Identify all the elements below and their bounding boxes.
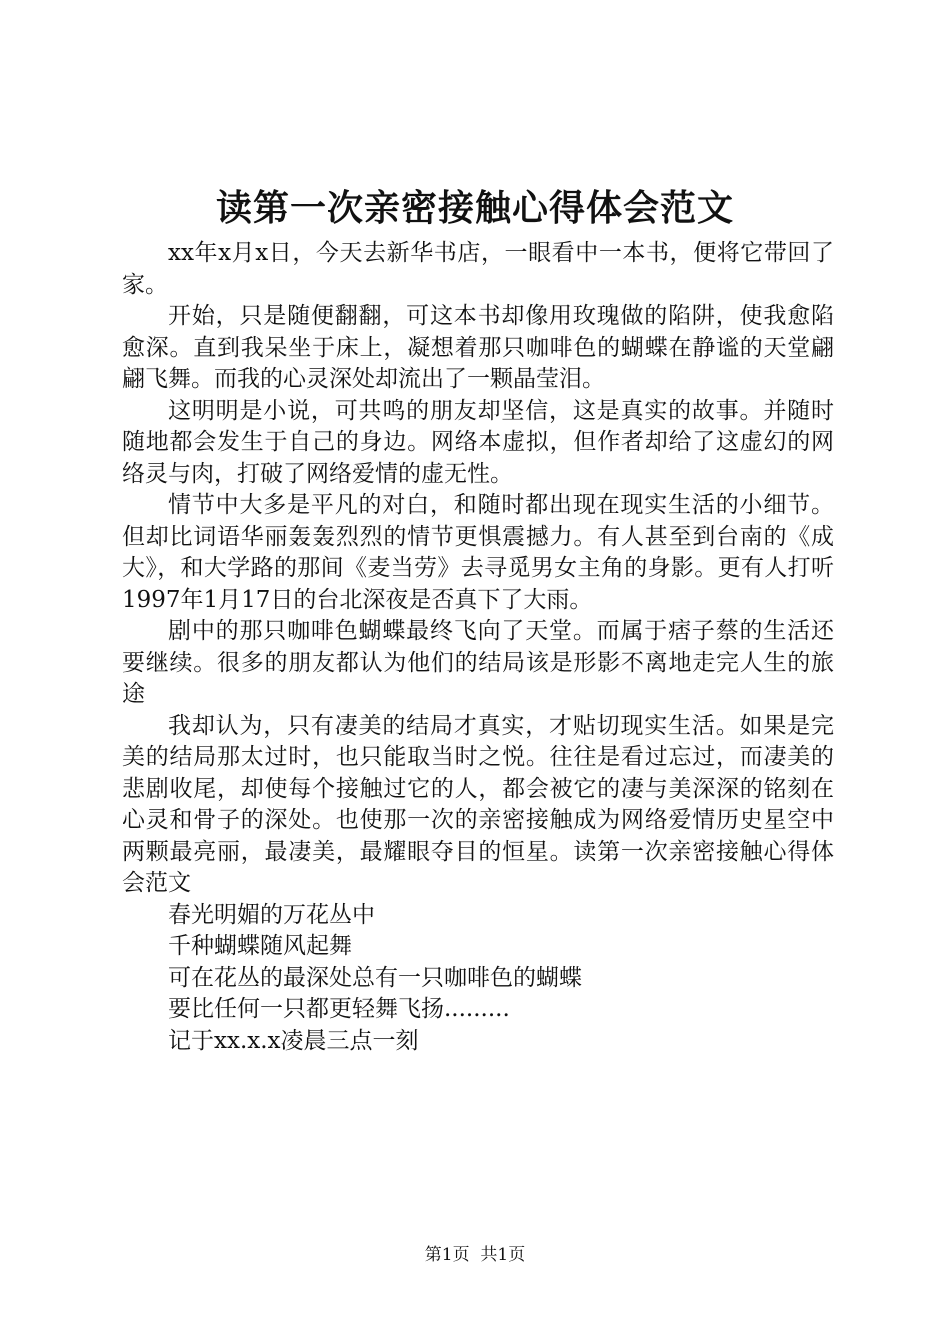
poem-line: 记于xx.x.x凌晨三点一刻 (168, 1027, 419, 1054)
page-number: 第1页 (424, 1245, 470, 1265)
document-body (122, 238, 834, 1057)
page-total: 共1页 (480, 1245, 526, 1265)
paragraph: 我却认为，只有凄美的结局才真实，才贴切现实生活。如果是完美的结局那太过时，也只能取当时之悦。往往是看过忘过，而凄美的悲剧收尾，却使每个接触过它的人，都会被它的凄与美深深的铭刻在心灵和骨子的深处。也使那一次的亲密接触成为网络爱情历史星空中两颗最亮丽，最凄美，最耀眼夺目的恒星。读第一次亲密接触心得体会范文 (122, 712, 834, 896)
poem-line: 春光明媚的万花丛中 (168, 901, 375, 928)
poem-line: 千种蝴蝶随风起舞 (168, 933, 352, 959)
paragraph: 这明明是小说，可共鸣的朋友却坚信，这是真实的故事。并随时随地都会发生于自己的身边。网络本虚拟，但作者却给了这虚幻的网络灵与肉，打破了网络爱情的虚无性。 (122, 397, 834, 487)
poem-line: 可在花丛的最深处总有一只咖啡色的蝴蝶 (168, 964, 582, 991)
paragraph: 剧中的那只咖啡色蝴蝶最终飞向了天堂。而属于痞子蔡的生活还要继续。很多的朋友都认为他们的结局该是形影不离地走完人生的旅途 (122, 618, 834, 707)
paragraph: 情节中大多是平凡的对白，和随时都出现在现实生活的小细节。但却比词语华丽轰轰烈烈的情节更惧震撼力。有人甚至到台南的《成大》，和大学路的那间《麦当劳》去寻觅男女主角的身影。更有人打听1997年1月17日的台北深夜是否真下了大雨。 (122, 492, 834, 613)
paragraph: 开始，只是随便翻翻，可这本书却像用玫瑰做的陷阱，使我愈陷愈深。直到我呆坐于床上，凝想着那只咖啡色的蝴蝶在静谧的天堂翩翩飞舞。而我的心灵深处却流出了一颗晶莹泪。 (122, 303, 834, 392)
page-footer (0, 1243, 950, 1267)
poem-line: 要比任何一只都更轻舞飞扬......... (168, 996, 510, 1022)
paragraph: xx年x月x日，今天去新华书店，一眼看中一本书，便将它带回了家。 (122, 240, 834, 298)
document-title: 读第一次亲密接触心得体会范文 (215, 187, 734, 229)
